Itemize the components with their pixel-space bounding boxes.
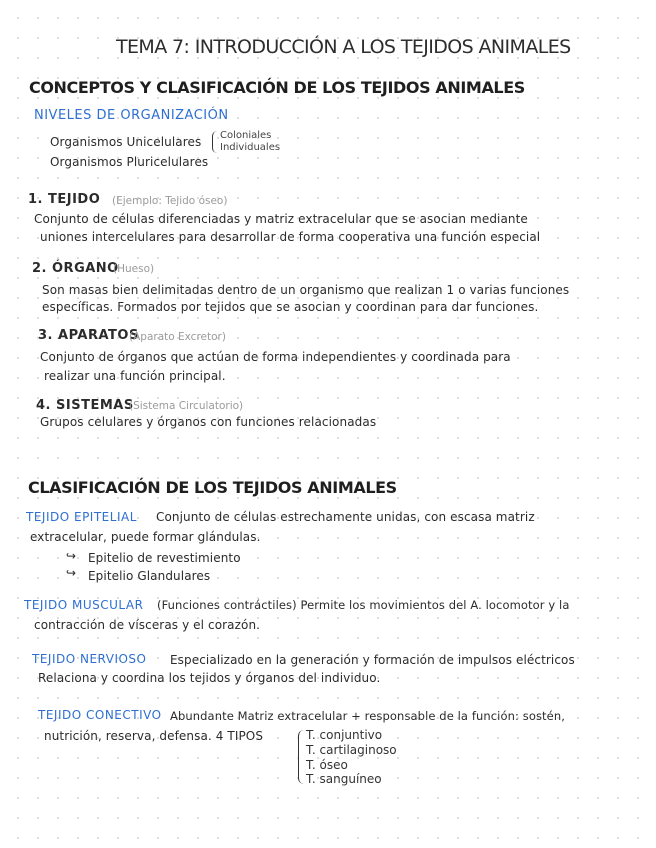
page-title: TEMA 7: INTRODUCCIÓN A LOS TEJIDOS ANIMALES (116, 36, 571, 58)
epitelial-line-1: Conjunto de células estrechamente unidas, con escasa matriz (156, 510, 535, 524)
aparatos-line-2: realizar una función principal. (44, 369, 226, 383)
epitelial-sub-1: Epitelio de revestimiento (88, 551, 241, 565)
tejido-line-1: Conjunto de células diferenciadas y matriz extracelular que se asocian mediante (34, 212, 528, 226)
tipo-cartilaginoso: T. cartilaginoso (306, 743, 397, 757)
arrow-icon: ↪ (66, 549, 77, 563)
conectivo-line-2: nutrición, reserva, defensa. 4 TIPOS (44, 729, 264, 743)
muscular-line-1: (Funciones contráctiles) Permite los movimientos del A. locomotor y la (157, 598, 570, 612)
organo-label: 2. ÓRGANO (32, 261, 119, 276)
tipo-oseo: T. óseo (306, 758, 348, 772)
muscular-line-2: contracción de vísceras y el corazón. (34, 618, 261, 632)
arrow-icon: ↪ (66, 566, 77, 580)
conectivo-label: TEJIDO CONECTIVO (38, 708, 162, 722)
epitelial-label: TEJIDO EPITELIAL (26, 510, 137, 524)
tejido-example: (Ejemplo: Tejido óseo) (112, 195, 228, 207)
sistemas-label: 4. SISTEMAS (36, 398, 134, 413)
niveles-heading: NIVELES DE ORGANIZACIÓN (34, 108, 229, 123)
aparatos-line-1: Conjunto de órganos que actúan de forma independientes y coordinada para (40, 350, 511, 364)
unicelulares-brace (212, 131, 217, 153)
sistemas-example: (Sistema Circulatorio) (129, 400, 244, 412)
tipo-conjuntivo: T. conjuntivo (306, 728, 383, 742)
tipos-brace (298, 730, 304, 784)
sistemas-line-1: Grupos celulares y órganos con funciones relacionadas (40, 415, 377, 429)
tejido-label: 1. TEJIDO (28, 192, 101, 207)
epitelial-sub-2: Epitelio Glandulares (88, 569, 211, 583)
nervioso-line-2: Relaciona y coordina los tejidos y órganos del individuo. (38, 671, 381, 685)
aparatos-label: 3. APARATOS (38, 328, 139, 343)
organo-line-2: específicas. Formados por tejidos que se asocian y coordinan para dar funciones. (42, 300, 539, 314)
section-heading-clasificacion: CLASIFICACIÓN DE LOS TEJIDOS ANIMALES (28, 478, 397, 497)
section-heading-conceptos: CONCEPTOS Y CLASIFICACIÓN DE LOS TEJIDOS ANIMALES (29, 78, 525, 97)
organo-line-1: Son masas bien delimitadas dentro de un organismo que realizan 1 o varias funciones (42, 283, 570, 297)
pluricelulares-text: Organismos Pluricelulares (50, 155, 209, 169)
coloniales-text: Coloniales (220, 130, 272, 141)
epitelial-line-2: extracelular, puede formar glándulas. (30, 530, 261, 544)
nervioso-label: TEJIDO NERVIOSO (32, 652, 147, 666)
organo-example: (Hueso) (113, 263, 155, 275)
unicelulares-text: Organismos Unicelulares (50, 135, 202, 149)
conectivo-line-1: Abundante Matriz extracelular + responsable de la función: sostén, (170, 709, 565, 723)
muscular-label: TEJIDO MUSCULAR (24, 598, 144, 612)
nervioso-line-1: Especializado en la generación y formación de impulsos eléctricos (170, 653, 575, 667)
tejido-line-2: uniones intercelulares para desarrollar de forma cooperativa una función especial (40, 230, 541, 244)
tipo-sanguineo: T. sanguíneo (306, 772, 382, 786)
individuales-text: Individuales (220, 142, 281, 153)
aparatos-example: (Aparato Excretor) (129, 331, 226, 343)
